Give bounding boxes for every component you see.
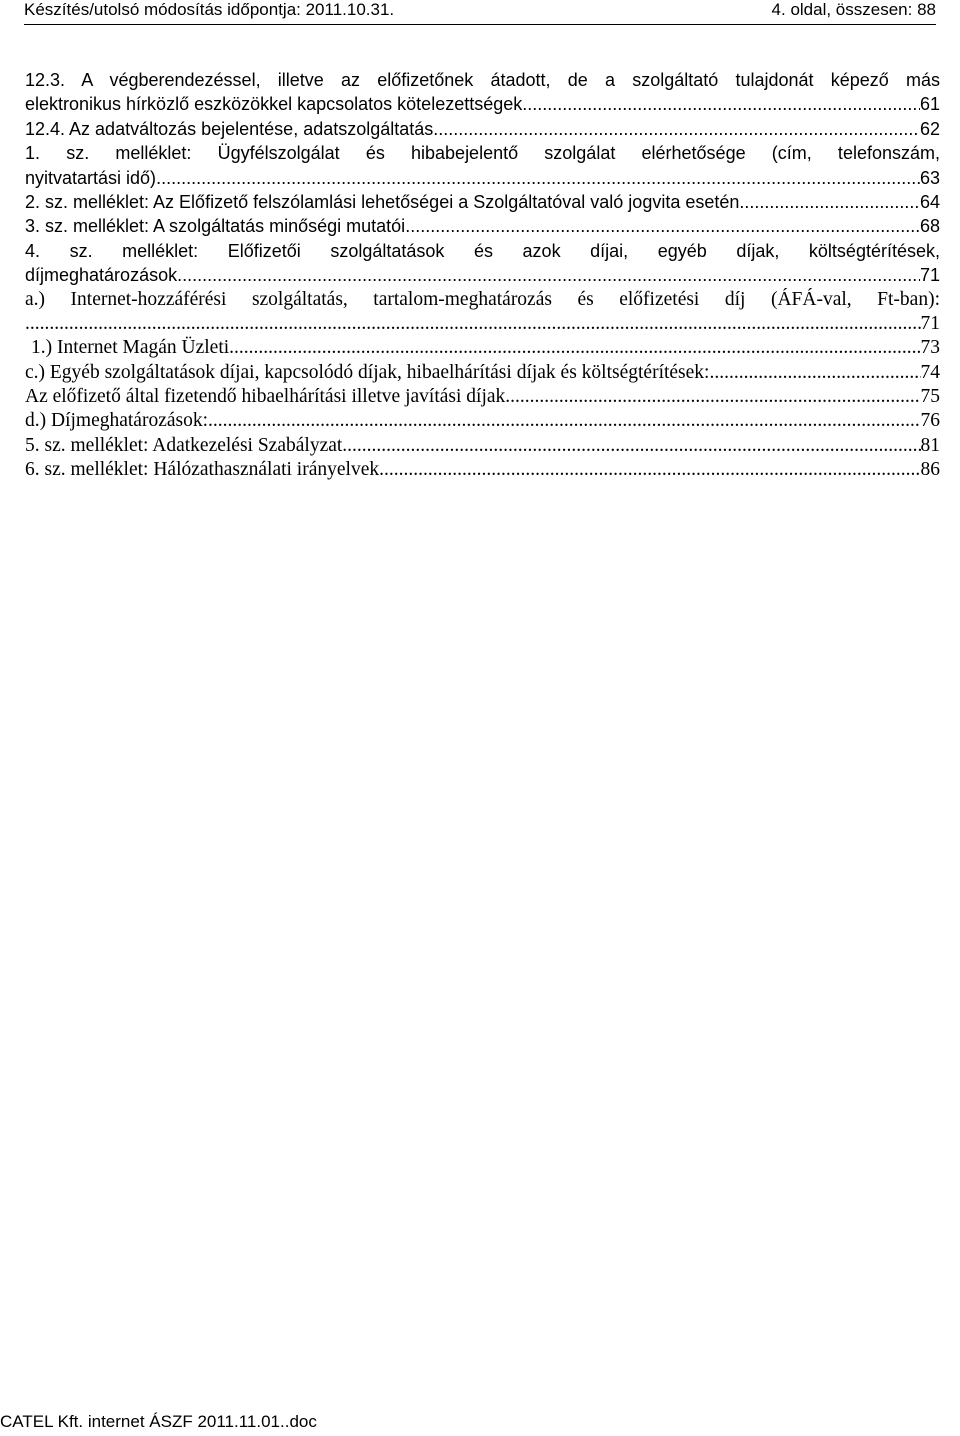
toc-leader-dots [739,190,920,214]
toc-entry-annex-2[interactable] [25,190,940,214]
toc-entry-text: nyitvatartási idő) [25,167,157,188]
toc-entry-text: c.) Egyéb szolgáltatások díjai, kapcsolódó díjak, hibaelhárítási díjak és költségtérítések: [25,361,710,383]
toc-leader-dots [208,409,920,433]
toc-entry-12-3-line1[interactable]: 12.3. A végberendezéssel, illetve az előfizetőnek átadott, de a szolgáltató tulajdonát képező más [25,70,940,90]
toc-entry-a-line1[interactable]: a.) Internet-hozzáférési szolgáltatás, tartalom-meghatározás és előfizetési díj (ÁFÁ-val, Ft-ban): [25,288,940,310]
toc-entry-annex-1-line2[interactable] [25,166,940,190]
page-footer: CATEL Kft. internet ÁSZF 2011.11.01..doc [0,1412,317,1431]
toc-entry-annex-4-line1[interactable]: 4. sz. melléklet: Előfizetői szolgáltatások és azok díjai, egyéb díjak, költségtérítések, [25,240,940,261]
toc-page-number: 86 [920,459,940,481]
toc-entry-text: 6. sz. melléklet: Hálózathasználati irányelvek [25,459,380,481]
toc-entry-text: elektronikus hírközlő eszközökkel kapcsolatos kötelezettségek [25,94,523,115]
header-divider [24,24,936,25]
header-modification-date: Készítés/utolsó módosítás időpontja: 2011.10.31. [24,0,395,19]
toc-entry-internet-magan-uzleti[interactable] [25,336,940,360]
page-header [24,0,936,22]
toc-leader-dots [505,385,920,409]
toc-entry-annex-1-line1[interactable]: 1. sz. melléklet: Ügyfélszolgálat és hibabejelentő szolgálat elérhetősége (cím, telefonszám, [25,143,940,164]
toc-entry-12-4[interactable] [25,117,940,141]
toc-leader-dots [433,117,920,141]
header-page-number: 4. oldal, összesen: 88 [771,0,936,19]
toc-page-number: 71 [919,265,940,286]
toc-page-number: 75 [920,386,940,408]
toc-page-number: 76 [920,410,940,432]
toc-leader-dots [405,214,920,238]
toc-leader-dots [229,336,920,360]
toc-entry-text: 5. sz. melléklet: Adatkezelési Szabályzat [25,434,343,456]
toc-leader-dots [379,458,920,482]
toc-page-number: 73 [920,337,940,359]
table-of-contents [25,68,940,483]
toc-entry-12-3-line2[interactable] [25,92,940,116]
toc-page-number: 74 [920,361,940,383]
toc-page-number: 81 [920,434,940,456]
toc-leader-dots [342,434,920,458]
toc-entry-annex-6[interactable] [25,458,940,482]
toc-page-number: 63 [919,167,940,188]
toc-entry-text: d.) Díjmeghatározások: [25,410,209,432]
toc-leader-dots [156,166,920,190]
toc-entry-c[interactable] [25,361,940,385]
toc-entry-annex-3[interactable] [25,214,940,238]
toc-entry-annex-4-line2[interactable] [25,263,940,287]
toc-leader-dots [709,361,920,385]
toc-page-number: 71 [920,312,940,334]
toc-entry-annex-5[interactable] [25,434,940,458]
toc-entry-text: Az előfizető által fizetendő hibaelhárítási illetve javítási díjak [25,386,506,408]
toc-leader-dots [25,312,921,336]
toc-leader-dots [522,92,920,116]
toc-entry-text: 3. sz. melléklet: A szolgáltatás minőségi mutatói [25,216,406,237]
toc-page-number: 61 [919,94,940,115]
toc-entry-d[interactable] [25,409,940,433]
toc-entry-text: 12.4. Az adatváltozás bejelentése, adatszolgáltatás [25,118,434,139]
toc-entry-a-line2[interactable] [25,312,940,336]
toc-entry-text: díjmeghatározások [25,265,178,286]
toc-page-number: 62 [919,118,940,139]
toc-entry-hibaelharitasi-dijak[interactable] [25,385,940,409]
toc-entry-text: 2. sz. melléklet: Az Előfizető felszólamlási lehetőségei a Szolgáltatóval való jogvita esetén [25,191,740,212]
toc-page-number: 68 [919,216,940,237]
toc-entry-text: 1.) Internet Magán Üzleti [31,337,230,359]
toc-page-number: 64 [919,191,940,212]
toc-leader-dots [177,263,920,287]
